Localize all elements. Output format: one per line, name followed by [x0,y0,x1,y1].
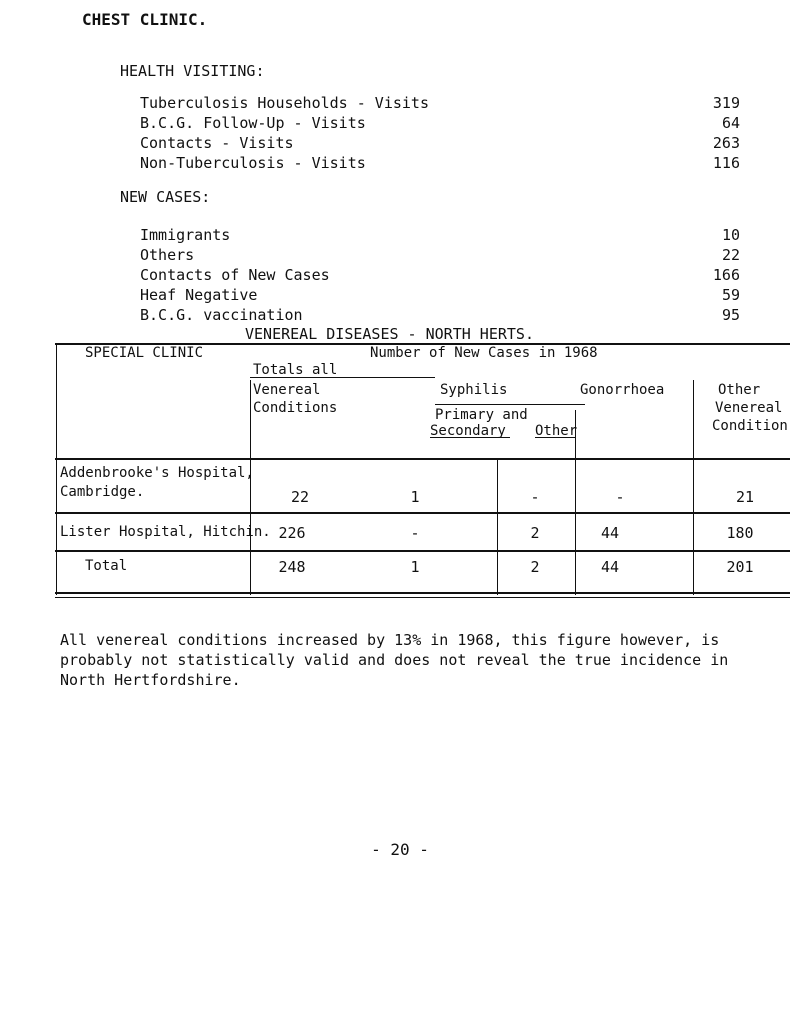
row2-primary: - [410,524,420,542]
row1-totals: 22 [290,488,310,506]
vline-syphilis [497,460,498,595]
row2-totals: 226 [278,524,306,542]
hv-value-3: 263 [712,134,740,152]
hv-label-3: Contacts - Visits [140,134,294,152]
totals-all-header: Totals all [253,362,338,378]
page-number: - 20 - [371,840,429,859]
syphilis-header: Syphilis [440,382,508,398]
total-label: Total [85,558,128,574]
secondary-header: Secondary [430,423,506,439]
syphilis-underline [435,404,585,405]
total-other-venereal: 201 [726,558,754,576]
other-header: Other [535,423,578,439]
row2-other-venereal: 180 [726,524,754,542]
row1-other: - [530,488,540,506]
vline-left [56,345,57,595]
hv-label-4: Non-Tuberculosis - Visits [140,154,366,172]
special-clinic-header: SPECIAL CLINIC [85,345,204,361]
new-cases-heading: NEW CASES: [120,188,211,206]
total-gonorrhoea: 44 [600,558,620,576]
nc-label-3: Contacts of New Cases [140,266,330,284]
hv-value-1: 319 [712,94,740,112]
other-venereal-header-2: Venereal [715,400,783,416]
nc-label-4: Heaf Negative [140,286,258,304]
number-new-cases-header: Number of New Cases in 1968 [370,345,598,361]
nc-value-2: 22 [721,246,740,264]
row2-bottom-rule [55,550,790,552]
other-venereal-header-1: Other [718,382,761,398]
nc-value-5: 95 [721,306,740,324]
header-bottom-rule [55,458,790,460]
total-primary: 1 [410,558,420,576]
row1-gonorrhoea: - [615,488,625,506]
row2-other: 2 [530,524,540,542]
row1-name-1: Addenbrooke's Hospital, [60,465,254,481]
nc-value-1: 10 [721,226,740,244]
total-totals: 248 [278,558,306,576]
gonorrhoea-header: Gonorrhoea [580,382,665,398]
table-bottom-rule [55,592,790,594]
row1-primary: 1 [410,488,420,506]
other-venereal-header-3: Condition [712,418,788,434]
row1-other-venereal: 21 [735,488,755,506]
health-visiting-heading: HEALTH VISITING: [120,62,265,80]
primary-and-header: Primary and [435,407,528,423]
conditions-header: Conditions [253,400,338,416]
row2-name: Lister Hospital, Hitchin. [60,524,271,540]
nc-label-2: Others [140,246,195,264]
hv-value-2: 64 [721,114,740,132]
row2-gonorrhoea: 44 [600,524,620,542]
total-other: 2 [530,558,540,576]
hv-value-4: 116 [712,154,740,172]
venereal-header: Venereal [253,382,321,398]
vline-name [250,380,251,595]
nc-value-4: 59 [721,286,740,304]
row1-name-2: Cambridge. [60,484,145,500]
nc-value-3: 166 [712,266,740,284]
footnote: All venereal conditions increased by 13% in 1968, this figure however, is probably not statistically valid and does not reveal the true incidence in North Hertfordshire. [60,631,729,689]
vd-title: VENEREAL DISEASES - NORTH HERTS. [245,325,534,343]
page-title: CHEST CLINIC. [82,10,208,29]
hv-label-2: B.C.G. Follow-Up - Visits [140,114,366,132]
hv-label-1: Tuberculosis Households - Visits [140,94,429,112]
table-bottom-rule-2 [55,597,790,598]
nc-label-1: Immigrants [140,226,231,244]
row1-bottom-rule [55,512,790,514]
vline-gonorrhoea [693,380,694,595]
nc-label-5: B.C.G. vaccination [140,306,303,324]
